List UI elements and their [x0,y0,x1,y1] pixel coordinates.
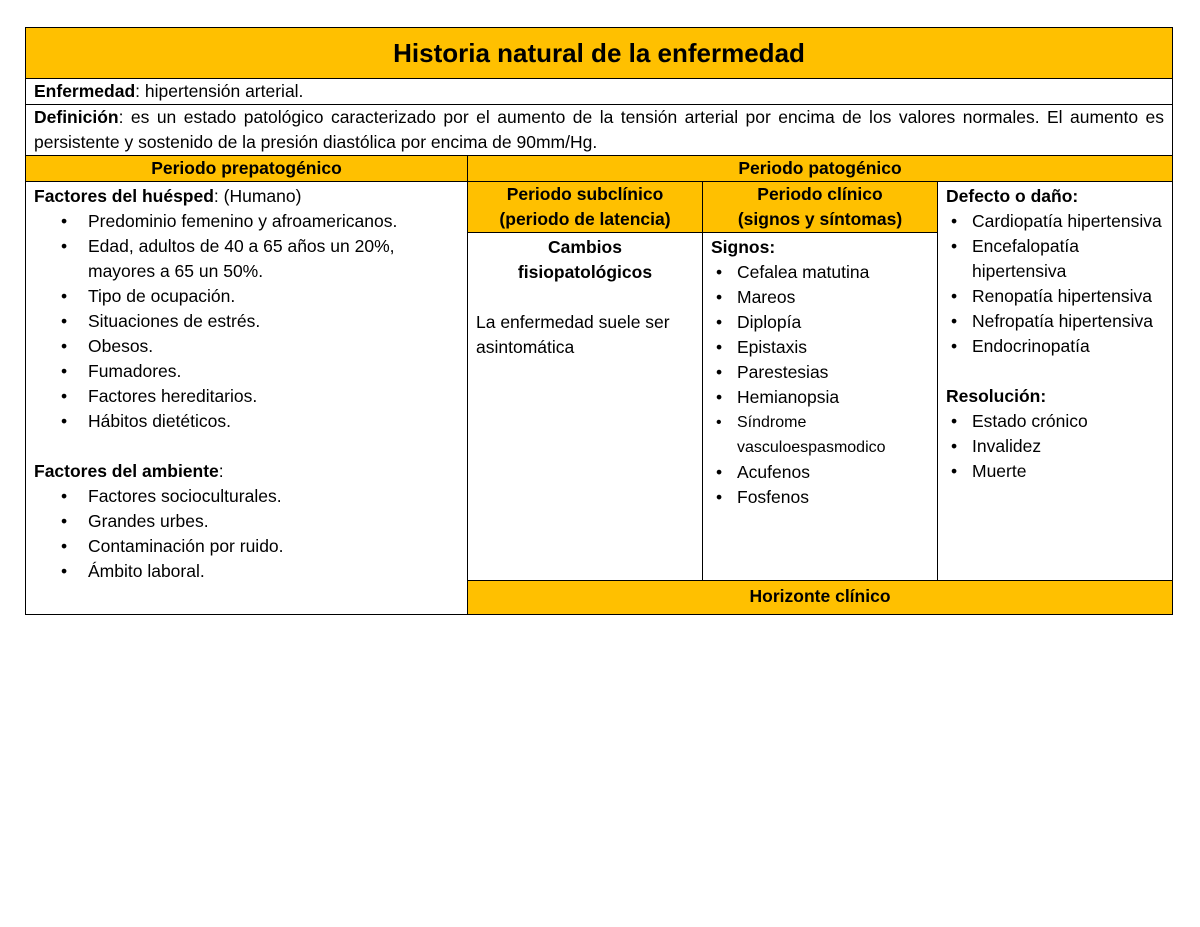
damage-list [946,209,1164,359]
list-item: • Ámbito laboral. [34,559,459,584]
list-item: • Diplopía [711,310,929,335]
host-factors-list [34,209,459,434]
definition-label: Definición [34,107,119,127]
list-item: • Tipo de ocupación. [34,284,459,309]
list-item: • Fosfenos [711,485,929,510]
disease-row [26,79,1173,105]
prepathogenic-cell [26,182,468,615]
list-item: • Hemianopsia [711,385,929,410]
damage-heading: Defecto o daño: [946,186,1079,206]
list-item: • Predominio femenino y afroamericanos. [34,209,459,234]
list-item: • Encefalopatía hipertensiva [946,234,1164,284]
resolution-heading: Resolución: [946,386,1047,406]
environment-factors-heading: Factores del ambiente: [34,461,224,481]
subclinical-cell [468,233,703,581]
list-item: • Hábitos dietéticos. [34,409,459,434]
list-item: • Factores hereditarios. [34,384,459,409]
list-item: • Acufenos [711,460,929,485]
list-item: • Renopatía hipertensiva [946,284,1164,309]
page-title: Historia natural de la enfermedad [26,28,1173,79]
damage-cell [938,182,1173,581]
subclinical-text: La enfermedad suele ser asintomática [476,312,670,357]
definition-row [26,105,1173,156]
list-item: • Edad, adultos de 40 a 65 años un 20%, mayores a 65 un 50%. [34,234,459,284]
list-item: • Fumadores. [34,359,459,384]
prepathogenic-header: Periodo prepatogénico [26,156,468,182]
list-item: • Grandes urbes. [34,509,459,534]
list-item: • Cardiopatía hipertensiva [946,209,1164,234]
list-item: • Situaciones de estrés. [34,309,459,334]
list-item: • Nefropatía hipertensiva [946,309,1164,334]
clinical-header: Periodo clínico (signos y síntomas) [703,182,938,233]
signs-list [711,260,929,510]
pathogenic-header: Periodo patogénico [468,156,1173,182]
signs-heading: Signos: [711,237,776,257]
clinical-horizon: Horizonte clínico [468,581,1173,615]
definition-value: : es un estado patológico caracterizado por el aumento de la tensión arterial por encima de los valores normales. El aumento es persistente y sostenido de la presión diastólica por encima de 90mm/Hg. [34,107,1165,152]
environment-factors-list [34,484,459,584]
list-item: • Obesos. [34,334,459,359]
list-item: • Cefalea matutina [711,260,929,285]
subclinical-header: Periodo subclínico (periodo de latencia) [468,182,703,233]
list-item: • Estado crónico [946,409,1164,434]
list-item: • Muerte [946,459,1164,484]
clinical-cell [703,233,938,581]
resolution-list [946,409,1164,484]
list-item: • Contaminación por ruido. [34,534,459,559]
changes-heading: Cambios fisiopatológicos [517,237,653,282]
list-item: • Síndrome vasculoespasmodico [711,410,929,460]
list-item: • Mareos [711,285,929,310]
host-factors-heading: Factores del huésped: (Humano) [34,186,302,206]
list-item: • Invalidez [946,434,1164,459]
list-item: • Endocrinopatía [946,334,1164,359]
natural-history-table [25,27,1173,615]
disease-value: : hipertensión arterial. [135,81,304,101]
list-item: • Epistaxis [711,335,929,360]
list-item: • Factores socioculturales. [34,484,459,509]
list-item: • Parestesias [711,360,929,385]
disease-label: Enfermedad [34,81,136,101]
